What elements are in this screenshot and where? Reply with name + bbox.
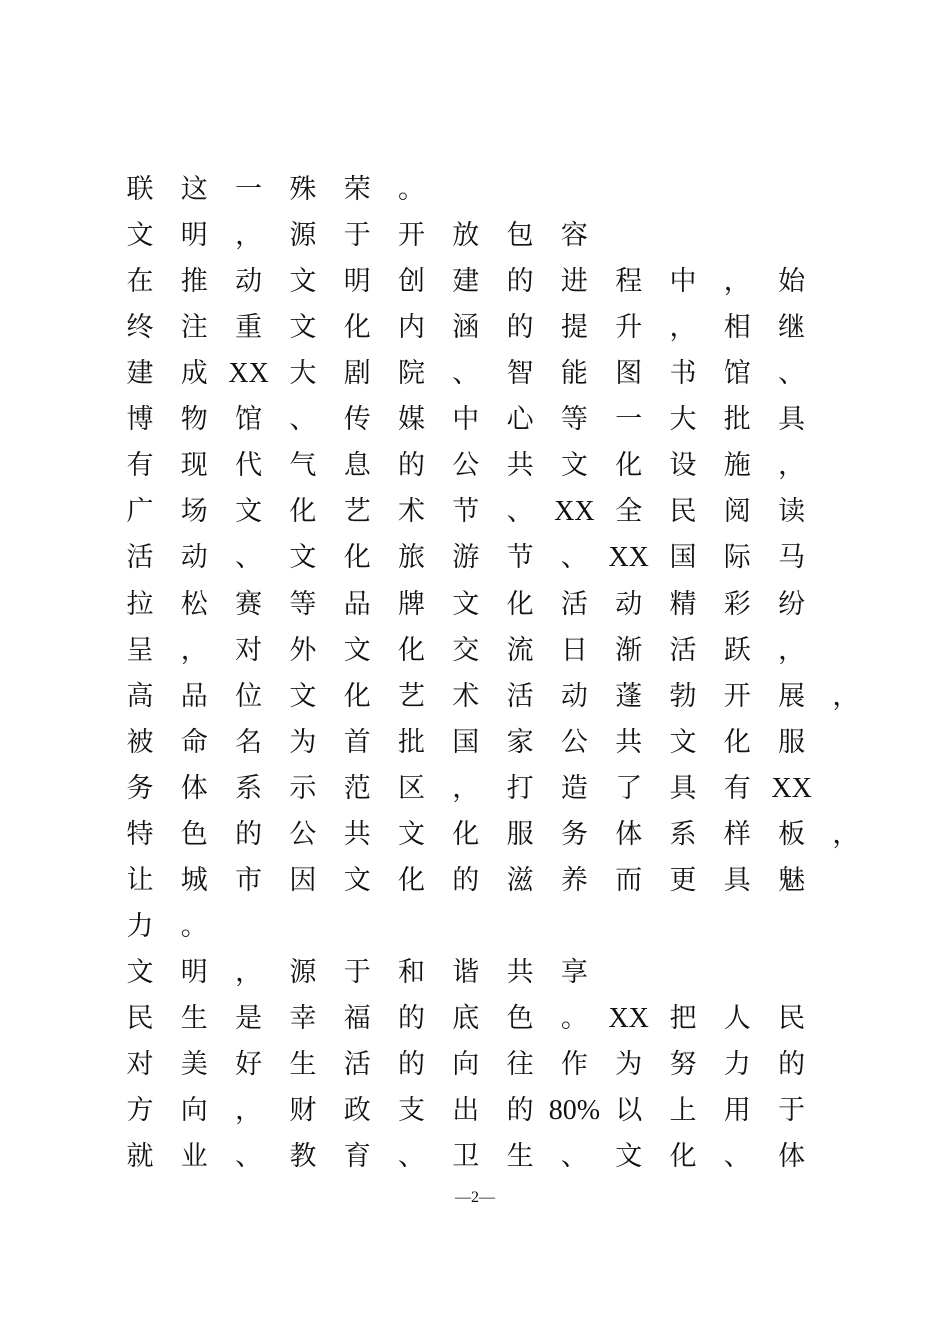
text-char: 升 xyxy=(615,312,643,344)
text-char: 节 xyxy=(506,542,534,574)
text-char: 术 xyxy=(452,680,480,712)
text-char: 、 xyxy=(506,496,534,528)
text-char: 书 xyxy=(669,358,697,390)
text-char: 力 xyxy=(126,910,154,942)
text-char: 中 xyxy=(452,404,480,436)
text-char: 精 xyxy=(669,588,697,620)
text-char: 教 xyxy=(289,1141,317,1172)
text-char: 艺 xyxy=(343,496,371,528)
text-char: 图 xyxy=(615,358,643,390)
text-char: 化 xyxy=(398,634,425,666)
text-char: 幸 xyxy=(289,1002,317,1034)
text-char: 美 xyxy=(180,1048,208,1080)
text-char: 呈 xyxy=(126,634,154,666)
text-char: 而 xyxy=(615,864,643,896)
text-char: 共 xyxy=(506,450,534,482)
text-char: XX xyxy=(771,772,812,804)
text-char: 80% xyxy=(548,1095,601,1126)
text-char: 息 xyxy=(343,450,371,482)
text-char: 方 xyxy=(126,1095,154,1126)
text-char: 文 xyxy=(343,864,371,896)
text-char: 跃 xyxy=(723,634,751,666)
text-char: 以 xyxy=(615,1095,643,1126)
page-number: —2— xyxy=(455,1189,495,1206)
text-char: 养 xyxy=(560,864,588,896)
text-char: 首 xyxy=(343,726,371,758)
text-char: 心 xyxy=(506,404,534,436)
text-char: 、 xyxy=(723,1141,751,1172)
text-char: 推 xyxy=(180,266,208,298)
text-char: 好 xyxy=(235,1048,263,1080)
text-char: 化 xyxy=(452,818,480,850)
text-char: 媒 xyxy=(398,404,425,436)
text-char: 建 xyxy=(452,266,480,298)
text-char: 物 xyxy=(180,404,208,436)
text-char: 对 xyxy=(235,634,263,666)
text-char: 继 xyxy=(778,312,806,344)
text-char: 院 xyxy=(398,358,425,390)
text-char: 松 xyxy=(180,588,208,620)
text-char: 体 xyxy=(778,1141,806,1172)
text-char: 文 xyxy=(126,956,154,988)
text-char: 色 xyxy=(506,1002,534,1034)
text-char: 文 xyxy=(343,634,371,666)
text-char: ， xyxy=(235,220,263,252)
text-char: 动 xyxy=(235,266,263,298)
text-char: 博 xyxy=(126,404,154,436)
text-char: ， xyxy=(832,818,860,850)
text-char: 联 xyxy=(126,174,154,205)
text-char: 体 xyxy=(180,772,208,804)
text-char: 让 xyxy=(126,864,154,896)
text-char: ， xyxy=(180,634,208,666)
text-char: ， xyxy=(235,1095,263,1126)
text-char: 蓬 xyxy=(615,680,643,712)
text-char: 明 xyxy=(180,220,208,252)
text-char: 共 xyxy=(343,818,371,850)
text-char: ， xyxy=(669,312,697,344)
text-char: 的 xyxy=(778,1048,806,1080)
text-char: 拉 xyxy=(126,588,154,620)
text-char: 对 xyxy=(126,1048,154,1080)
text-char: 业 xyxy=(180,1141,208,1172)
text-char: 的 xyxy=(506,312,534,344)
text-char: 民 xyxy=(669,496,697,528)
text-char: 为 xyxy=(615,1048,643,1080)
text-char: 内 xyxy=(398,312,425,344)
text-char: 位 xyxy=(235,680,263,712)
text-char: 、 xyxy=(235,1141,263,1172)
text-char: 开 xyxy=(723,680,751,712)
text-char: 彩 xyxy=(723,588,751,620)
text-char: 的 xyxy=(506,266,534,298)
text-char: 大 xyxy=(669,404,697,436)
text-char: 文 xyxy=(452,588,480,620)
text-char: 、 xyxy=(452,358,480,390)
text-char: 了 xyxy=(615,772,643,804)
text-char: 文 xyxy=(289,680,317,712)
text-char: 系 xyxy=(235,772,263,804)
text-char: 把 xyxy=(669,1002,697,1034)
text-char: 区 xyxy=(398,772,425,804)
text-char: 源 xyxy=(289,956,317,988)
text-char: 施 xyxy=(723,450,751,482)
text-char: 、 xyxy=(778,358,806,390)
text-char: 品 xyxy=(343,588,371,620)
text-char: 更 xyxy=(669,864,697,896)
text-char: 智 xyxy=(506,358,534,390)
text-char: 福 xyxy=(343,1002,371,1034)
text-char: 成 xyxy=(180,358,208,390)
text-char: 于 xyxy=(778,1095,806,1126)
text-char: 的 xyxy=(235,818,263,850)
text-char: 游 xyxy=(452,542,480,574)
text-char: 用 xyxy=(723,1095,751,1126)
text-char: 的 xyxy=(398,1048,425,1080)
text-char: 体 xyxy=(615,818,643,850)
text-char: 文 xyxy=(126,220,154,252)
text-char: 上 xyxy=(669,1095,697,1126)
text-char: 建 xyxy=(126,358,154,390)
text-char: 具 xyxy=(778,404,806,436)
text-char: 全 xyxy=(615,496,643,528)
text-char: 于 xyxy=(343,956,371,988)
text-char: 魅 xyxy=(778,864,806,896)
text-char: 等 xyxy=(560,404,588,436)
text-char: 生 xyxy=(289,1048,317,1080)
text-char: 动 xyxy=(560,680,588,712)
text-char: 交 xyxy=(452,634,480,666)
text-char: 文 xyxy=(615,1141,643,1172)
text-char: 活 xyxy=(126,542,154,574)
text-char: 共 xyxy=(506,956,534,988)
text-char: 被 xyxy=(126,726,154,758)
text-char: 展 xyxy=(778,680,806,712)
text-char: 文 xyxy=(669,726,697,758)
text-char: ， xyxy=(778,634,806,666)
text-char: 重 xyxy=(235,312,263,344)
text-char: 打 xyxy=(506,772,534,804)
text-char: 支 xyxy=(398,1095,425,1126)
text-char: 广 xyxy=(126,496,154,528)
text-char: 民 xyxy=(778,1002,806,1034)
text-char: 设 xyxy=(669,450,697,482)
text-char: 外 xyxy=(289,634,317,666)
text-char: 品 xyxy=(180,680,208,712)
text-char: 批 xyxy=(398,726,425,758)
text-char: 批 xyxy=(723,404,751,436)
text-char: 活 xyxy=(506,680,534,712)
text-char: 民 xyxy=(126,1002,154,1034)
text-char: 的 xyxy=(398,450,425,482)
text-char: 进 xyxy=(560,266,588,298)
text-char: 源 xyxy=(289,220,317,252)
text-char: 节 xyxy=(452,496,480,528)
text-char: 这 xyxy=(180,174,208,205)
text-char: 传 xyxy=(343,404,371,436)
text-char: 场 xyxy=(180,496,208,528)
text-char: ， xyxy=(452,772,480,804)
text-char: 放 xyxy=(452,220,480,252)
text-char: 生 xyxy=(506,1141,534,1172)
text-char: 务 xyxy=(560,818,588,850)
text-char: 造 xyxy=(560,772,588,804)
text-char: 化 xyxy=(343,680,371,712)
text-char: 馆 xyxy=(723,358,751,390)
text-char: XX xyxy=(608,1002,649,1034)
text-char: 示 xyxy=(289,772,317,804)
text-char: ， xyxy=(778,450,806,482)
text-char: 出 xyxy=(452,1095,480,1126)
text-char: 城 xyxy=(180,864,208,896)
text-char: 大 xyxy=(289,358,317,390)
text-char: 勃 xyxy=(669,680,697,712)
text-char: 国 xyxy=(669,542,697,574)
text-char: 向 xyxy=(452,1048,480,1080)
text-char: 开 xyxy=(398,220,425,252)
text-char: 公 xyxy=(452,450,480,482)
text-char: 于 xyxy=(343,220,371,252)
text-char: 板 xyxy=(778,818,806,850)
text-char: 努 xyxy=(669,1048,697,1080)
text-char: 等 xyxy=(289,588,317,620)
text-char: 人 xyxy=(723,1002,751,1034)
text-char: 、 xyxy=(398,1141,425,1172)
text-char: 剧 xyxy=(343,358,371,390)
text-char: 动 xyxy=(180,542,208,574)
text-char: 。 xyxy=(180,910,208,942)
text-char: 相 xyxy=(723,312,751,344)
text-char: 命 xyxy=(180,726,208,758)
text-char: 术 xyxy=(398,496,425,528)
text-char: 。 xyxy=(398,174,425,205)
text-char: 中 xyxy=(669,266,697,298)
text-char: 日 xyxy=(560,634,588,666)
text-char: 、 xyxy=(560,542,588,574)
text-char: 注 xyxy=(180,312,208,344)
text-char: 、 xyxy=(235,542,263,574)
text-char: 市 xyxy=(235,864,263,896)
text-char: 文 xyxy=(235,496,263,528)
text-char: 政 xyxy=(343,1095,371,1126)
text-char: 赛 xyxy=(235,588,263,620)
text-char: 育 xyxy=(343,1141,371,1172)
text-char: 在 xyxy=(126,266,154,298)
text-char: 向 xyxy=(180,1095,208,1126)
text-char: 是 xyxy=(235,1002,263,1034)
text-char: 活 xyxy=(560,588,588,620)
text-char: 马 xyxy=(778,542,806,574)
text-char: 代 xyxy=(235,450,263,482)
text-char: 公 xyxy=(560,726,588,758)
text-char: 荣 xyxy=(343,174,371,205)
text-char: 化 xyxy=(343,542,371,574)
text-char: 际 xyxy=(723,542,751,574)
text-char: 底 xyxy=(452,1002,480,1034)
text-char: 样 xyxy=(723,818,751,850)
text-char: 明 xyxy=(343,266,371,298)
text-char: 明 xyxy=(180,956,208,988)
text-char: 容 xyxy=(560,220,588,252)
text-char: 纷 xyxy=(778,588,806,620)
text-char: 有 xyxy=(126,450,154,482)
text-char: 力 xyxy=(723,1048,751,1080)
text-char: 特 xyxy=(126,818,154,850)
text-char: 服 xyxy=(778,726,806,758)
text-char: 活 xyxy=(343,1048,371,1080)
text-char: ， xyxy=(832,680,860,712)
text-char: 文 xyxy=(560,450,588,482)
text-char: 财 xyxy=(289,1095,317,1126)
text-char: 名 xyxy=(235,726,263,758)
text-char: 现 xyxy=(180,450,208,482)
text-char: 阅 xyxy=(723,496,751,528)
text-char: 就 xyxy=(126,1141,154,1172)
text-char: 化 xyxy=(723,726,751,758)
text-char: 终 xyxy=(126,312,154,344)
text-char: 始 xyxy=(778,266,806,298)
text-char: 的 xyxy=(506,1095,534,1126)
text-char: ， xyxy=(723,266,751,298)
text-char: 创 xyxy=(398,266,425,298)
text-char: 作 xyxy=(560,1048,588,1080)
text-char: ， xyxy=(235,956,263,988)
text-char: 务 xyxy=(126,772,154,804)
text-char: 。 xyxy=(560,1002,588,1034)
text-char: 能 xyxy=(560,358,588,390)
text-char: 系 xyxy=(669,818,697,850)
text-char: 具 xyxy=(723,864,751,896)
text-char: 和 xyxy=(398,956,425,988)
text-char: 生 xyxy=(180,1002,208,1034)
text-char: 谐 xyxy=(452,956,480,988)
text-char: 文 xyxy=(289,312,317,344)
text-char: 享 xyxy=(560,956,588,988)
text-char: 具 xyxy=(669,772,697,804)
text-char: 文 xyxy=(289,542,317,574)
text-char: 化 xyxy=(343,312,371,344)
text-char: 提 xyxy=(560,312,588,344)
text-char: 、 xyxy=(560,1141,588,1172)
text-char: 的 xyxy=(398,1002,425,1034)
text-char: 为 xyxy=(289,726,317,758)
text-char: 、 xyxy=(289,404,317,436)
text-char: 范 xyxy=(343,772,371,804)
text-char: 文 xyxy=(289,266,317,298)
text-char: 读 xyxy=(778,496,806,528)
text-char: 有 xyxy=(723,772,751,804)
text-char: 活 xyxy=(669,634,697,666)
text-char: 往 xyxy=(506,1048,534,1080)
text-char: 高 xyxy=(126,680,154,712)
text-char: 牌 xyxy=(398,588,425,620)
text-char: 化 xyxy=(289,496,317,528)
text-char: 殊 xyxy=(289,174,317,205)
text-char: 馆 xyxy=(235,404,263,436)
text-char: 化 xyxy=(669,1141,697,1172)
text-char: 化 xyxy=(398,864,425,896)
text-char: XX xyxy=(228,358,269,390)
text-char: 色 xyxy=(180,818,208,850)
text-char: 旅 xyxy=(398,542,425,574)
text-char: 的 xyxy=(452,864,480,896)
text-char: 化 xyxy=(506,588,534,620)
text-char: 卫 xyxy=(452,1141,480,1172)
text-char: 国 xyxy=(452,726,480,758)
text-char: 艺 xyxy=(398,680,425,712)
text-char: 气 xyxy=(289,450,317,482)
text-char: 服 xyxy=(506,818,534,850)
text-char: 因 xyxy=(289,864,317,896)
text-char: 一 xyxy=(615,404,643,436)
text-char: 包 xyxy=(506,220,534,252)
text-char: 渐 xyxy=(615,634,643,666)
text-char: XX xyxy=(608,542,649,574)
text-char: 文 xyxy=(398,818,425,850)
text-char: 家 xyxy=(506,726,534,758)
text-char: 一 xyxy=(235,174,263,205)
text-char: 程 xyxy=(615,266,643,298)
text-char: 滋 xyxy=(506,864,534,896)
text-char: 公 xyxy=(289,818,317,850)
text-char: 动 xyxy=(615,588,643,620)
text-char: 流 xyxy=(506,634,534,666)
text-char: 化 xyxy=(615,450,643,482)
text-char: XX xyxy=(554,496,595,528)
text-char: 涵 xyxy=(452,312,480,344)
text-char: 共 xyxy=(615,726,643,758)
